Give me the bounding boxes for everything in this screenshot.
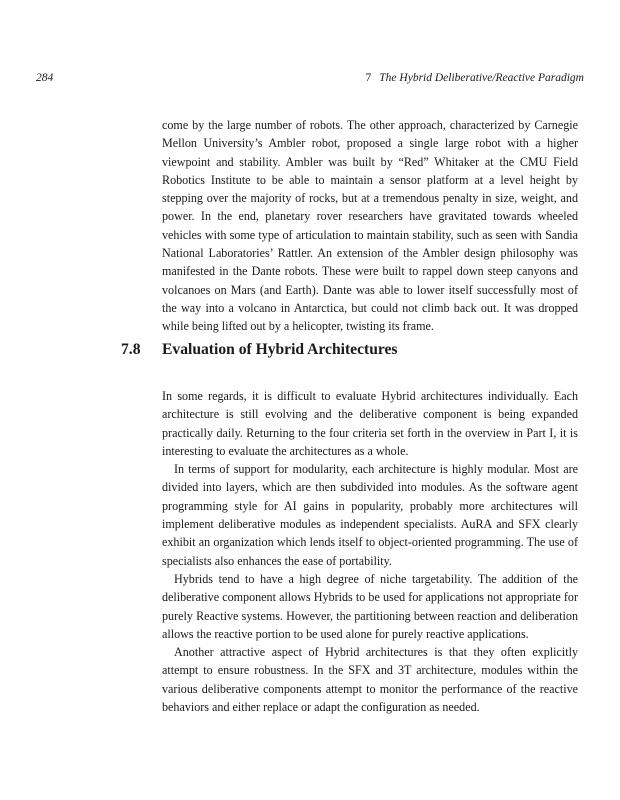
section-body (162, 387, 578, 716)
section-paragraph-3: Hybrids tend to have a high degree of niche targetability. The addition of the deliberative component allows Hybrids to be used for applications not appropriate for purely Reactive systems. However, the partitioning between reaction and deliberation allows the reactive portion to be used alone for purely reactive applications. (162, 571, 578, 641)
running-header (36, 72, 584, 88)
section-number: 7.8 (121, 341, 141, 358)
chapter-number: 7 (365, 72, 372, 84)
section-title: Evaluation of Hybrid Architectures (162, 341, 398, 358)
page-number: 284 (36, 72, 54, 84)
continuation-paragraph: come by the large number of robots. The other approach, characterized by Carnegie Mellon University’s Ambler robot, proposed a single large robot with a higher viewpoint and stability. Ambler was built by “Red” Whitaker at the CMU Field Robotics Institute to be able to maintain a sensor platform at a level height by stepping over the majority of rocks, but at a tremendous penalty in size, weight, and power. In the end, planetary rover researchers have gravitated towards wheeled vehicles with some type of articulation to maintain stability, such as seen with Sandia National Laboratories’ Rattler. An extension of the Ambler design philosophy was manifested in the Dante robots. These were built to rappel down steep canyons and volcanoes on Mars (and Earth). Dante was able to lower itself successfully most of the way into a volcano in Antarctica, but could not climb back out. It was dropped while being lifted out by a helicopter, twisting its frame. (162, 118, 578, 334)
continuation-text-block (162, 116, 578, 336)
section-paragraph-1: In some regards, it is difficult to evaluate Hybrid architectures individually. Each architecture is still evolving and the deliberative component is being expanded practically daily. Returning to the four criteria set forth in the overview in Part I, it is interesting to evaluate the architectures as a whole. (162, 389, 578, 458)
chapter-title: The Hybrid Deliberative/Reactive Paradigm (379, 72, 584, 84)
running-title (366, 72, 584, 84)
section-paragraph-4: Another attractive aspect of Hybrid architectures is that they often explicitly attempt to ensure robustness. In the SFX and 3T architecture, modules within the various deliberative components attempt to monitor the performance of the reactive behaviors and either replace or adapt the configuration as needed. (162, 645, 578, 715)
section-heading (121, 341, 581, 359)
section-paragraph-2: In terms of support for modularity, each architecture is highly modular. Most are divided into layers, which are then subdivided into modules. As the software agent programming style for AI gains in popularity, probably more architectures will implement deliberative modules as independent specialists. AuRA and SFX clearly exhibit an organization which lends itself to object-oriented programming. The use of specialists also enhances the ease of portability. (162, 462, 578, 568)
